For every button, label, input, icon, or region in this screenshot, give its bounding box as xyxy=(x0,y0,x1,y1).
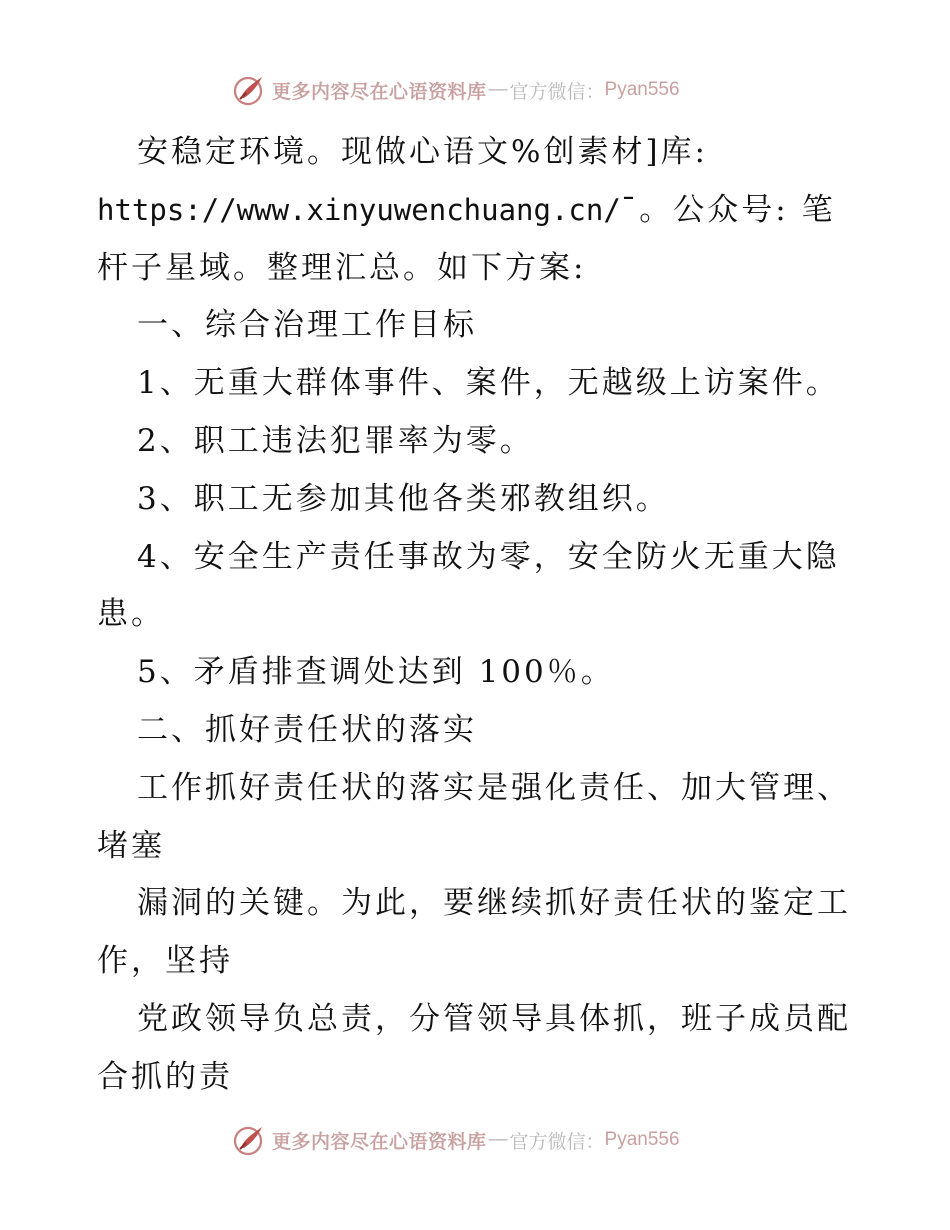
paragraph-line xyxy=(97,182,857,240)
paragraph-line: 漏洞的关键。为此，要继续抓好责任状的鉴定工 xyxy=(137,885,851,922)
list-item: 5、矛盾排查调处达到 100％。 xyxy=(137,654,615,691)
paragraph-line: 党政领导负总责，分管领导具体抓，班子成员配 xyxy=(137,1000,851,1037)
watermark-content xyxy=(232,1120,680,1160)
watermark-wechat-label: 官方微信： xyxy=(509,80,605,103)
watermark-content xyxy=(232,70,680,110)
watermark-banner-bottom xyxy=(0,1120,950,1160)
paragraph-line: 工作抓好责任状的落实是强化责任、加大管理、 xyxy=(137,769,851,806)
watermark-dash: — xyxy=(488,79,508,100)
list-item: 4、安全生产责任事故为零，安全防火无重大隐 xyxy=(137,538,840,575)
list-item: 1、无重大群体事件、案件，无越级上访案件。 xyxy=(137,365,840,402)
watermark-banner-top xyxy=(0,70,950,110)
paragraph-line: 堵塞 xyxy=(97,827,165,864)
watermark-wechat-label: 官方微信： xyxy=(509,1130,605,1153)
list-item-continuation: 患。 xyxy=(97,596,165,633)
watermark-wechat-id: Pyan556 xyxy=(604,1129,680,1150)
watermark-dash: — xyxy=(488,1129,508,1150)
watermark-main-text: 更多内容尽在心语资料库 xyxy=(272,1130,487,1153)
paragraph-line: 安稳定环境。现做心语文%创素材]库: xyxy=(137,134,708,170)
watermark-main-text: 更多内容尽在心语资料库 xyxy=(272,80,487,103)
paragraph-line: 作，坚持 xyxy=(97,943,233,980)
quill-logo-icon xyxy=(232,1123,266,1157)
paragraph-line-tail: ¯。公众号: 笔 xyxy=(620,191,836,228)
paragraph-line: 杆子星域。整理汇总。如下方案: xyxy=(97,249,587,286)
source-url-link[interactable]: https://www.xinyuwenchuang.cn/ xyxy=(97,192,621,227)
watermark-wechat-id: Pyan556 xyxy=(604,79,680,100)
document-body xyxy=(97,124,857,1107)
section-heading: 二、抓好责任状的落实 xyxy=(137,711,477,748)
list-item: 3、职工无参加其他各类邪教组织。 xyxy=(137,480,670,517)
list-item: 2、职工违法犯罪率为零。 xyxy=(137,422,534,459)
section-heading: 一、综合治理工作目标 xyxy=(137,307,477,344)
quill-logo-icon xyxy=(232,73,266,107)
paragraph-line: 合抓的责 xyxy=(97,1058,233,1095)
